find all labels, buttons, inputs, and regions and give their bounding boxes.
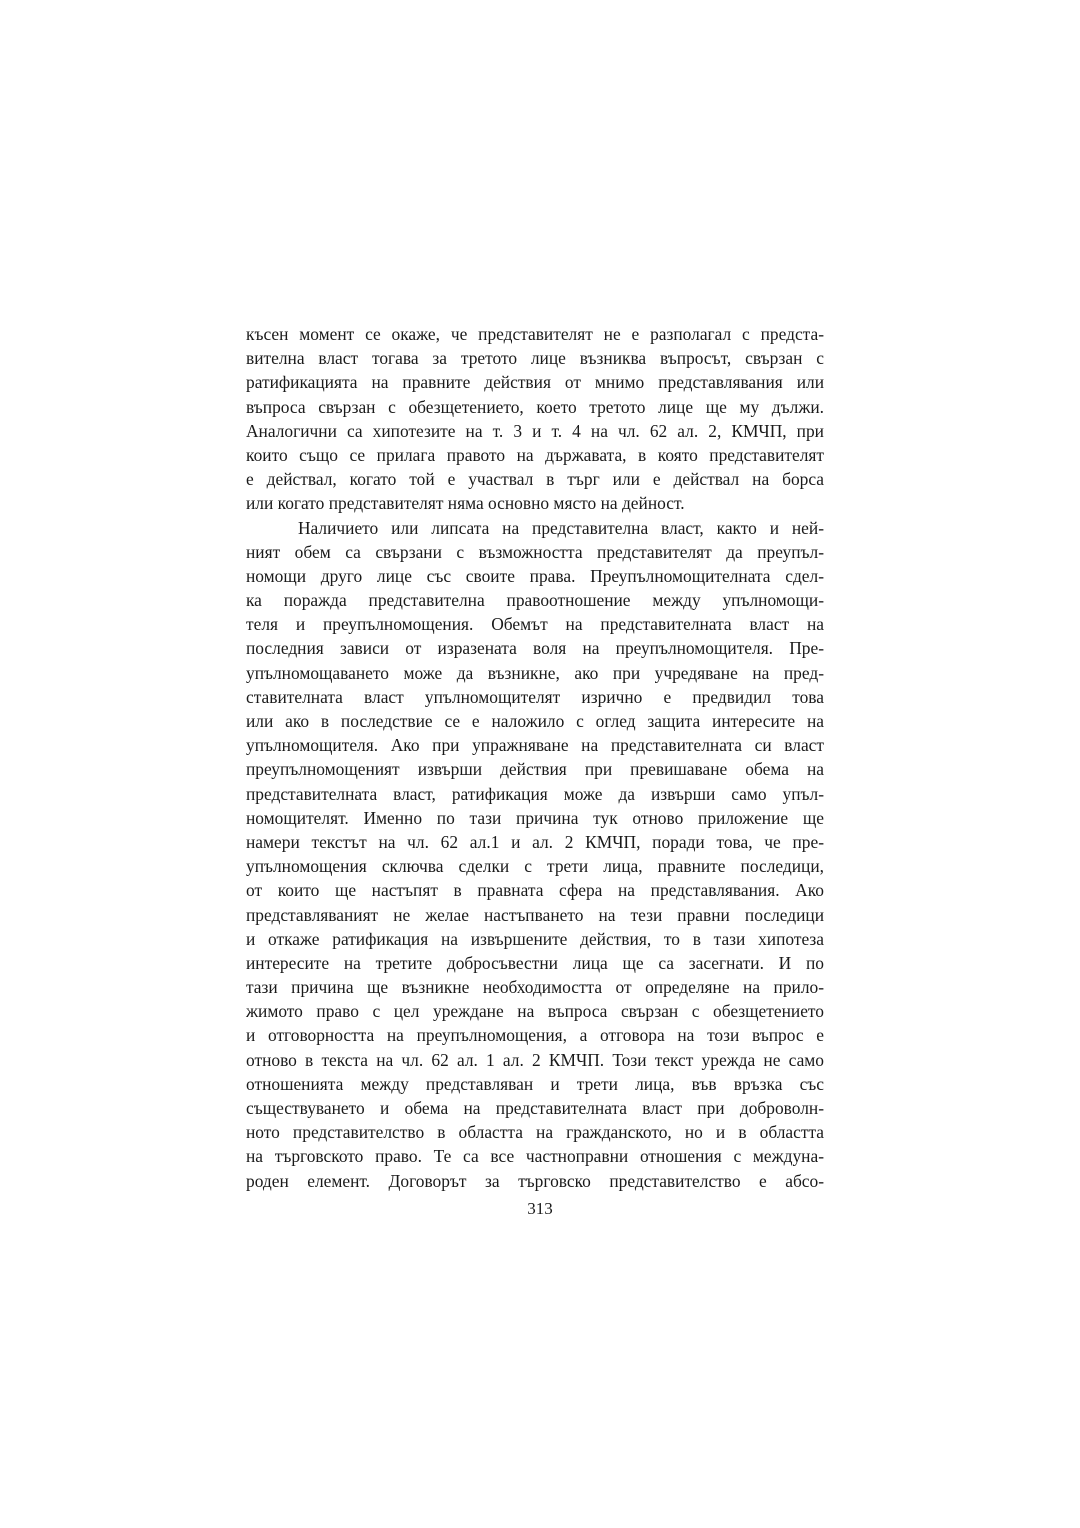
text-line: упълномощения сключва сделки с трети лица, правните последици, xyxy=(246,856,824,877)
page-number: 313 xyxy=(527,1199,553,1218)
text-line: номощителят. Именно по тази причина тук отново приложение ще xyxy=(246,807,824,828)
text-line: на търговското право. Те са все частноправни отношения с междуна- xyxy=(246,1146,824,1167)
text-line: ратификацията на правните действия от мнимо представлявания или xyxy=(246,372,824,393)
text-line: ният обем са свързани с възможността представителят да преупъл- xyxy=(246,541,824,562)
text-line: интересите на третите добросъвестни лица ще са засегнати. И по xyxy=(246,952,824,973)
text-line: е действал, когато той е участвал в търг или е действал на борса xyxy=(246,469,824,490)
text-line: теля и преупълномощения. Обемът на представителната власт на xyxy=(246,614,824,635)
text-line: преупълномощеният извърши действия при превишаване обема на xyxy=(246,759,824,780)
text-line: вителна власт тогава за третото лице възниква въпросът, свързан с xyxy=(246,348,824,369)
text-line: ното представителство в областта на гражданското, но и в областта xyxy=(246,1122,824,1143)
text-line: Аналогични са хипотезите на т. 3 и т. 4 на чл. 62 ал. 2, КМЧП, при xyxy=(246,420,824,441)
text-line: или когато представителят няма основно място на дейност. xyxy=(246,493,685,514)
text-line: последния зависи от изразената воля на преупълномощителя. Пре- xyxy=(246,638,824,659)
text-line: номощи друго лице със своите права. Преупълномощителната сдел- xyxy=(246,565,824,586)
text-line: и отговорността на преупълномощения, а отговора на този въпрос е xyxy=(246,1025,824,1046)
text-line: представителната власт, ратификация може да извърши само упъл- xyxy=(246,783,824,804)
text-line: представляваният не желае настъпването на тези правни последици xyxy=(246,904,824,925)
text-line: отново в текста на чл. 62 ал. 1 ал. 2 КМЧП. Този текст урежда не само xyxy=(246,1049,824,1070)
text-line: роден елемент. Договорът за търговско представителство е абсо- xyxy=(246,1170,824,1191)
text-line: въпроса свързан с обезщетението, което третото лице ще му дължи. xyxy=(246,396,824,417)
text-line: жимото право с цел уреждане на въпроса свързан с обезщетението xyxy=(246,1001,824,1022)
text-line: които също се прилага правото на държавата, в която представителят xyxy=(246,444,824,465)
text-line: упълномощаването може да възникне, ако при учредяване на пред- xyxy=(246,662,824,683)
text-line: от които ще настъпят в правната сфера на представлявания. Ако xyxy=(246,880,824,901)
text-line: упълномощителя. Ако при упражняване на представителната си власт xyxy=(246,735,824,756)
text-line: съществуването и обема на представителната власт при доброволн- xyxy=(246,1098,824,1118)
text-line: късен момент се окаже, че представителят не е разполагал с предста- xyxy=(246,324,824,344)
text-line: отношенията между представляван и трети лица, във връзка със xyxy=(246,1073,824,1094)
text-line: ставителната власт упълномощителят изрично е предвидил това xyxy=(246,686,824,707)
body-text xyxy=(246,322,824,1193)
paragraph xyxy=(246,322,824,516)
text-line: намери текстът на чл. 62 ал.1 и ал. 2 КМЧП, поради това, че пре- xyxy=(246,831,824,852)
text-line: или ако в последствие се е наложило с оглед защита интересите на xyxy=(246,711,824,731)
text-line: Наличието или липсата на представителна власт, както и ней- xyxy=(298,517,824,538)
text-line: ка поражда представителна правоотношение между упълномощи- xyxy=(246,590,824,611)
paragraph xyxy=(246,516,824,1193)
text-line: и откаже ратификация на извършените действия, то в тази хипотеза xyxy=(246,928,824,949)
text-line: тази причина ще възникне необходимостта от определяне на прило- xyxy=(246,977,824,998)
